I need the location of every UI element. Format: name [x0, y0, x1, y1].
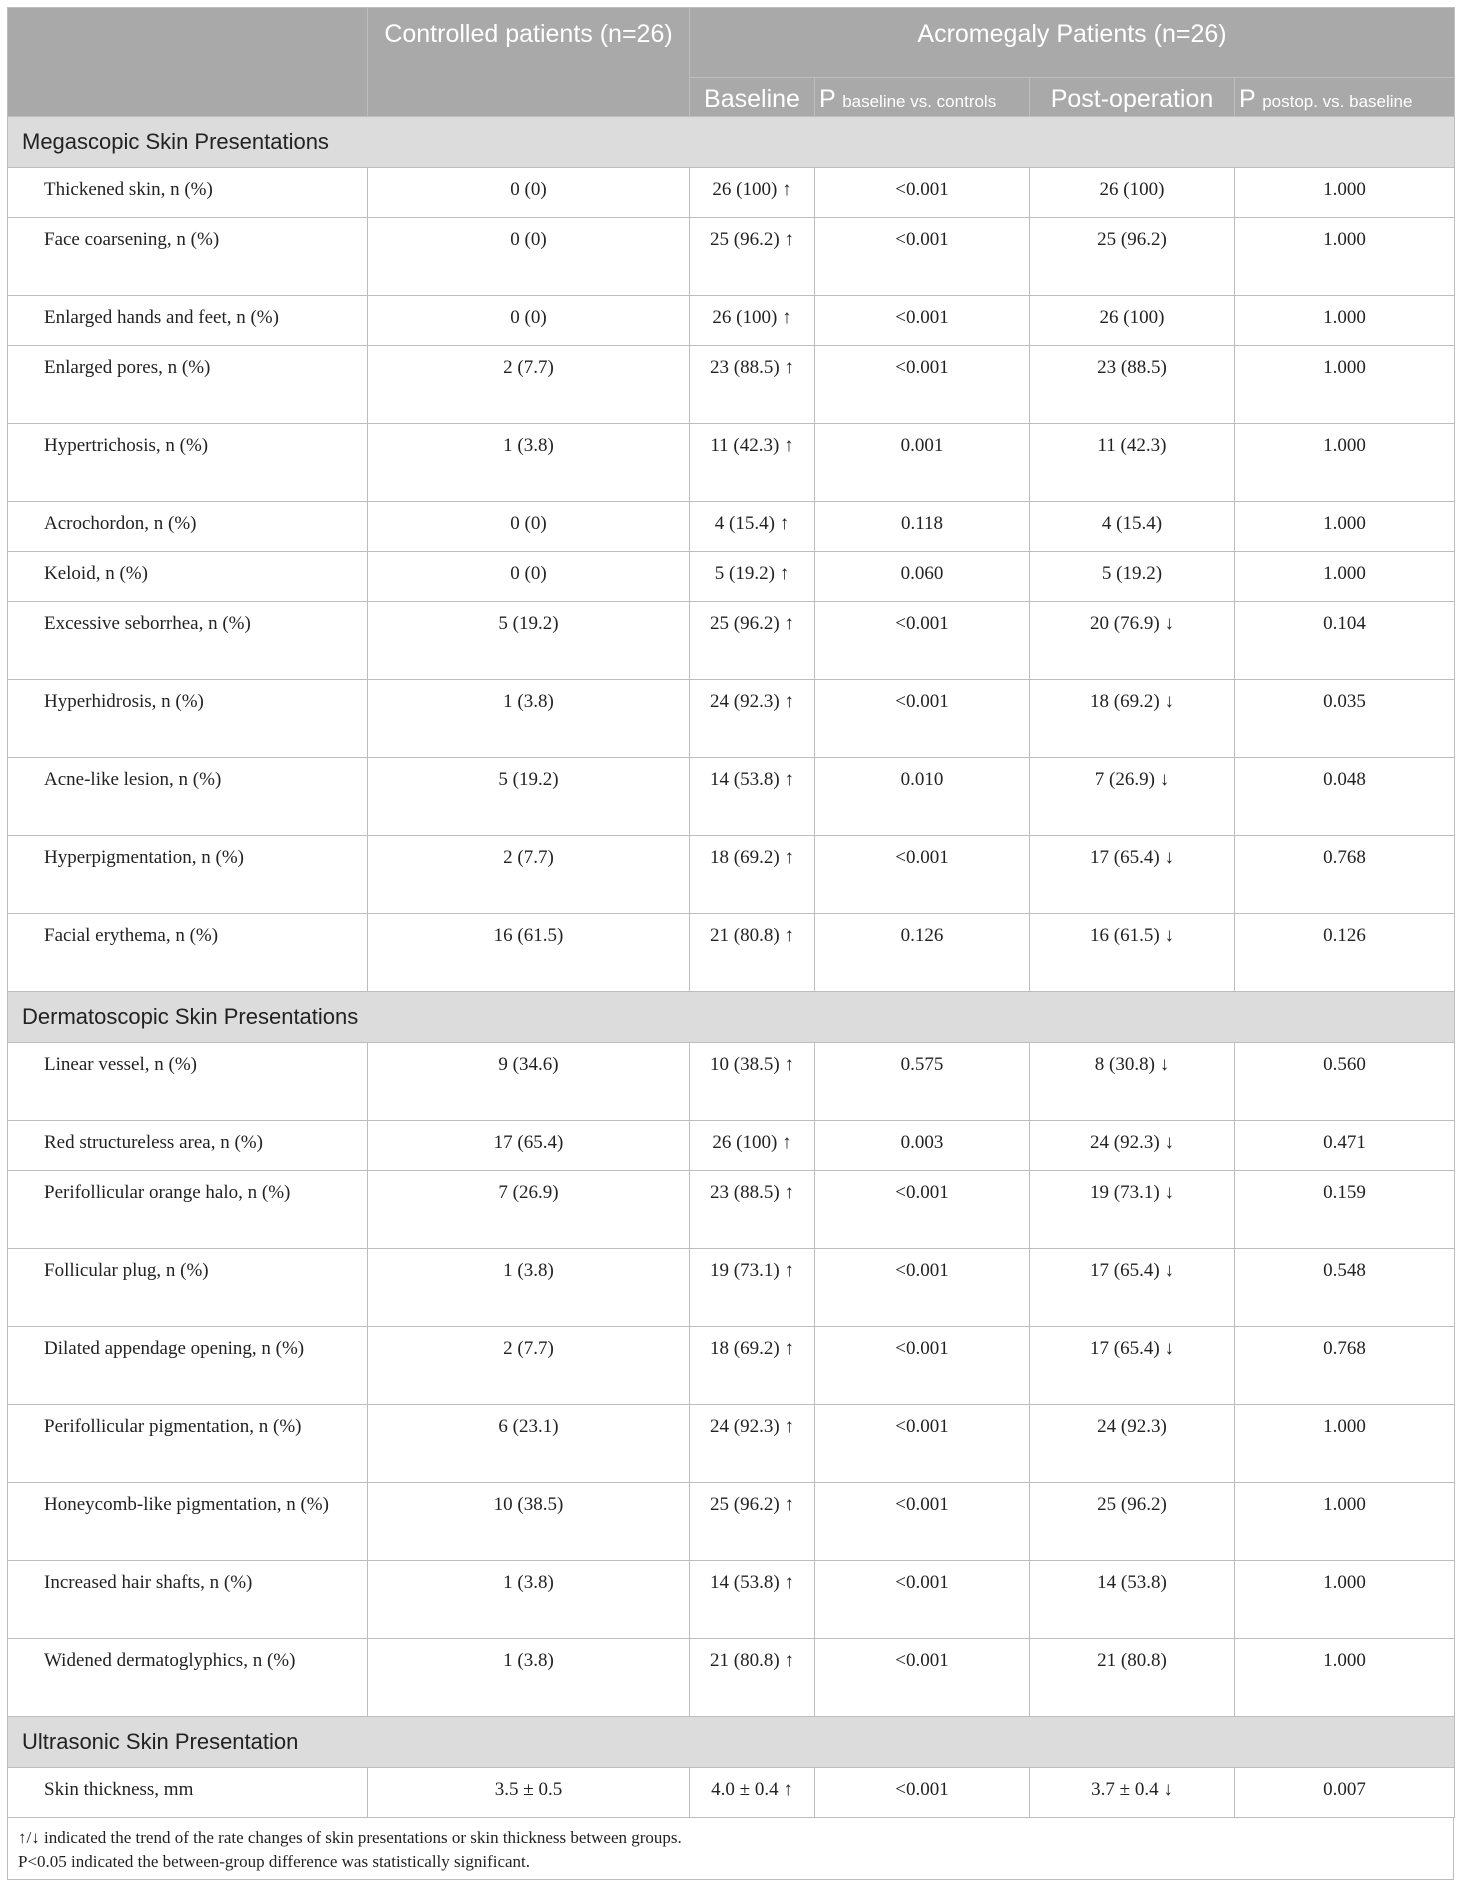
baseline-value: 14 (53.8) ↑: [690, 1561, 815, 1639]
controls-value: 3.5 ± 0.5: [368, 1768, 690, 1818]
baseline-value: 25 (96.2) ↑: [690, 218, 815, 296]
table-row: [8, 1405, 1455, 1483]
controls-value: 2 (7.7): [368, 836, 690, 914]
p-postop-value: 0.471: [1235, 1121, 1455, 1171]
section-megascopic: Megascopic Skin Presentations: [8, 117, 1455, 168]
header-baseline: Baseline: [690, 78, 815, 117]
p-baseline-value: 0.060: [815, 552, 1030, 602]
postop-value: 24 (92.3) ↓: [1030, 1121, 1235, 1171]
baseline-value: 23 (88.5) ↑: [690, 346, 815, 424]
table-row: [8, 1121, 1455, 1171]
row-label: Enlarged pores, n (%): [8, 346, 368, 424]
controls-value: 5 (19.2): [368, 602, 690, 680]
table-row: [8, 168, 1455, 218]
footnote-trend: ↑/↓ indicated the trend of the rate changes of skin presentations or skin thickness between groups.: [18, 1828, 682, 1847]
p-baseline-value: 0.575: [815, 1043, 1030, 1121]
baseline-value: 10 (38.5) ↑: [690, 1043, 815, 1121]
table-row: [8, 680, 1455, 758]
postop-value: 5 (19.2): [1030, 552, 1235, 602]
p-baseline-value: 0.126: [815, 914, 1030, 992]
row-label: Face coarsening, n (%): [8, 218, 368, 296]
row-label: Follicular plug, n (%): [8, 1249, 368, 1327]
controls-value: 1 (3.8): [368, 424, 690, 502]
table-row: [8, 552, 1455, 602]
baseline-value: 14 (53.8) ↑: [690, 758, 815, 836]
table-row: [8, 424, 1455, 502]
postop-value: 17 (65.4) ↓: [1030, 1249, 1235, 1327]
p-postop-value: 0.035: [1235, 680, 1455, 758]
p-postop-value: 1.000: [1235, 502, 1455, 552]
row-label: Linear vessel, n (%): [8, 1043, 368, 1121]
row-label: Keloid, n (%): [8, 552, 368, 602]
baseline-value: 5 (19.2) ↑: [690, 552, 815, 602]
postop-value: 18 (69.2) ↓: [1030, 680, 1235, 758]
table-row: [8, 836, 1455, 914]
postop-value: 17 (65.4) ↓: [1030, 1327, 1235, 1405]
p-postop-value: 0.007: [1235, 1768, 1455, 1818]
p-baseline-value: 0.001: [815, 424, 1030, 502]
p-baseline-value: <0.001: [815, 1405, 1030, 1483]
results-table: [7, 7, 1455, 1818]
row-label: Increased hair shafts, n (%): [8, 1561, 368, 1639]
row-label: Thickened skin, n (%): [8, 168, 368, 218]
postop-value: 7 (26.9) ↓: [1030, 758, 1235, 836]
p-baseline-value: <0.001: [815, 168, 1030, 218]
p-postop-value: 1.000: [1235, 1561, 1455, 1639]
postop-value: 11 (42.3): [1030, 424, 1235, 502]
p-postop-value: 0.048: [1235, 758, 1455, 836]
table-row: [8, 502, 1455, 552]
table-row: [8, 1561, 1455, 1639]
postop-value: 21 (80.8): [1030, 1639, 1235, 1717]
baseline-value: 18 (69.2) ↑: [690, 1327, 815, 1405]
p-baseline-value: <0.001: [815, 1768, 1030, 1818]
p-baseline-value: 0.118: [815, 502, 1030, 552]
row-label: Hyperhidrosis, n (%): [8, 680, 368, 758]
postop-value: 3.7 ± 0.4 ↓: [1030, 1768, 1235, 1818]
controls-value: 6 (23.1): [368, 1405, 690, 1483]
p-postop-value: 0.768: [1235, 836, 1455, 914]
controls-value: 0 (0): [368, 168, 690, 218]
section-ultrasonic: Ultrasonic Skin Presentation: [8, 1717, 1455, 1768]
table-row: [8, 1171, 1455, 1249]
controls-value: 2 (7.7): [368, 1327, 690, 1405]
p-postop-value: 1.000: [1235, 1483, 1455, 1561]
postop-value: 26 (100): [1030, 296, 1235, 346]
p-postop-value: 1.000: [1235, 168, 1455, 218]
row-label: Perifollicular pigmentation, n (%): [8, 1405, 368, 1483]
header-controls: Controlled patients (n=26): [368, 8, 690, 117]
p-baseline-value: 0.003: [815, 1121, 1030, 1171]
table-row: [8, 1043, 1455, 1121]
p-postop-value: 1.000: [1235, 346, 1455, 424]
row-label: Excessive seborrhea, n (%): [8, 602, 368, 680]
row-label: Acrochordon, n (%): [8, 502, 368, 552]
baseline-value: 19 (73.1) ↑: [690, 1249, 815, 1327]
header-postop: Post-operation: [1030, 78, 1235, 117]
p-postop-value: 0.548: [1235, 1249, 1455, 1327]
p-postop-value: 1.000: [1235, 424, 1455, 502]
p-postop-value: 0.768: [1235, 1327, 1455, 1405]
controls-value: 0 (0): [368, 552, 690, 602]
p-postop-value: 1.000: [1235, 1639, 1455, 1717]
postop-value: 23 (88.5): [1030, 346, 1235, 424]
controls-value: 1 (3.8): [368, 1639, 690, 1717]
controls-value: 2 (7.7): [368, 346, 690, 424]
p-baseline-value: <0.001: [815, 218, 1030, 296]
controls-value: 7 (26.9): [368, 1171, 690, 1249]
controls-value: 1 (3.8): [368, 1249, 690, 1327]
p-baseline-value: <0.001: [815, 1639, 1030, 1717]
p-baseline-value: 0.010: [815, 758, 1030, 836]
controls-value: 0 (0): [368, 296, 690, 346]
baseline-value: 4.0 ± 0.4 ↑: [690, 1768, 815, 1818]
baseline-value: 26 (100) ↑: [690, 1121, 815, 1171]
table-footnotes: [7, 1818, 1454, 1880]
p-baseline-value: <0.001: [815, 1249, 1030, 1327]
controls-value: 1 (3.8): [368, 1561, 690, 1639]
row-label: Acne-like lesion, n (%): [8, 758, 368, 836]
table-row: [8, 218, 1455, 296]
postop-value: 20 (76.9) ↓: [1030, 602, 1235, 680]
section-dermatoscopic: Dermatoscopic Skin Presentations: [8, 992, 1455, 1043]
p-baseline-value: <0.001: [815, 1483, 1030, 1561]
postop-value: 26 (100): [1030, 168, 1235, 218]
postop-value: 24 (92.3): [1030, 1405, 1235, 1483]
baseline-value: 24 (92.3) ↑: [690, 1405, 815, 1483]
header-p-baseline: P baseline vs. controls: [815, 78, 1030, 117]
p-baseline-value: <0.001: [815, 1561, 1030, 1639]
footnote-significance: P<0.05 indicated the between-group difference was statistically significant.: [18, 1852, 531, 1871]
row-label: Facial erythema, n (%): [8, 914, 368, 992]
baseline-value: 23 (88.5) ↑: [690, 1171, 815, 1249]
table-row: [8, 1249, 1455, 1327]
controls-value: 9 (34.6): [368, 1043, 690, 1121]
p-postop-value: 0.560: [1235, 1043, 1455, 1121]
controls-value: 0 (0): [368, 502, 690, 552]
header-acromegaly: Acromegaly Patients (n=26): [690, 8, 1455, 78]
postop-value: 25 (96.2): [1030, 1483, 1235, 1561]
p-baseline-value: <0.001: [815, 1327, 1030, 1405]
postop-value: 19 (73.1) ↓: [1030, 1171, 1235, 1249]
postop-value: 4 (15.4): [1030, 502, 1235, 552]
row-label: Hypertrichosis, n (%): [8, 424, 368, 502]
table-row: [8, 346, 1455, 424]
p-postop-value: 0.104: [1235, 602, 1455, 680]
baseline-value: 24 (92.3) ↑: [690, 680, 815, 758]
p-postop-value: 1.000: [1235, 1405, 1455, 1483]
table-row: [8, 758, 1455, 836]
p-baseline-value: <0.001: [815, 1171, 1030, 1249]
postop-value: 25 (96.2): [1030, 218, 1235, 296]
controls-value: 0 (0): [368, 218, 690, 296]
p-baseline-value: <0.001: [815, 346, 1030, 424]
p-baseline-value: <0.001: [815, 680, 1030, 758]
controls-value: 17 (65.4): [368, 1121, 690, 1171]
postop-value: 8 (30.8) ↓: [1030, 1043, 1235, 1121]
p-postop-value: 1.000: [1235, 218, 1455, 296]
baseline-value: 26 (100) ↑: [690, 168, 815, 218]
postop-value: 17 (65.4) ↓: [1030, 836, 1235, 914]
row-label: Hyperpigmentation, n (%): [8, 836, 368, 914]
p-postop-value: 1.000: [1235, 296, 1455, 346]
postop-value: 14 (53.8): [1030, 1561, 1235, 1639]
table-row: [8, 1768, 1455, 1818]
postop-value: 16 (61.5) ↓: [1030, 914, 1235, 992]
p-postop-value: 0.159: [1235, 1171, 1455, 1249]
row-label: Perifollicular orange halo, n (%): [8, 1171, 368, 1249]
table-row: [8, 296, 1455, 346]
p-baseline-value: <0.001: [815, 836, 1030, 914]
controls-value: 1 (3.8): [368, 680, 690, 758]
p-baseline-value: <0.001: [815, 602, 1030, 680]
table-row: [8, 1639, 1455, 1717]
row-label: Skin thickness, mm: [8, 1768, 368, 1818]
empty-header-cell: [8, 8, 368, 117]
row-label: Widened dermatoglyphics, n (%): [8, 1639, 368, 1717]
baseline-value: 26 (100) ↑: [690, 296, 815, 346]
baseline-value: 21 (80.8) ↑: [690, 914, 815, 992]
table-row: [8, 1327, 1455, 1405]
table-row: [8, 914, 1455, 992]
baseline-value: 25 (96.2) ↑: [690, 602, 815, 680]
controls-value: 10 (38.5): [368, 1483, 690, 1561]
table-row: [8, 1483, 1455, 1561]
controls-value: 5 (19.2): [368, 758, 690, 836]
row-label: Enlarged hands and feet, n (%): [8, 296, 368, 346]
row-label: Dilated appendage opening, n (%): [8, 1327, 368, 1405]
baseline-value: 18 (69.2) ↑: [690, 836, 815, 914]
row-label: Honeycomb-like pigmentation, n (%): [8, 1483, 368, 1561]
baseline-value: 21 (80.8) ↑: [690, 1639, 815, 1717]
baseline-value: 4 (15.4) ↑: [690, 502, 815, 552]
table-row: [8, 602, 1455, 680]
row-label: Red structureless area, n (%): [8, 1121, 368, 1171]
p-baseline-value: <0.001: [815, 296, 1030, 346]
p-postop-value: 0.126: [1235, 914, 1455, 992]
baseline-value: 11 (42.3) ↑: [690, 424, 815, 502]
p-postop-value: 1.000: [1235, 552, 1455, 602]
baseline-value: 25 (96.2) ↑: [690, 1483, 815, 1561]
controls-value: 16 (61.5): [368, 914, 690, 992]
header-p-postop: P postop. vs. baseline: [1235, 78, 1455, 117]
